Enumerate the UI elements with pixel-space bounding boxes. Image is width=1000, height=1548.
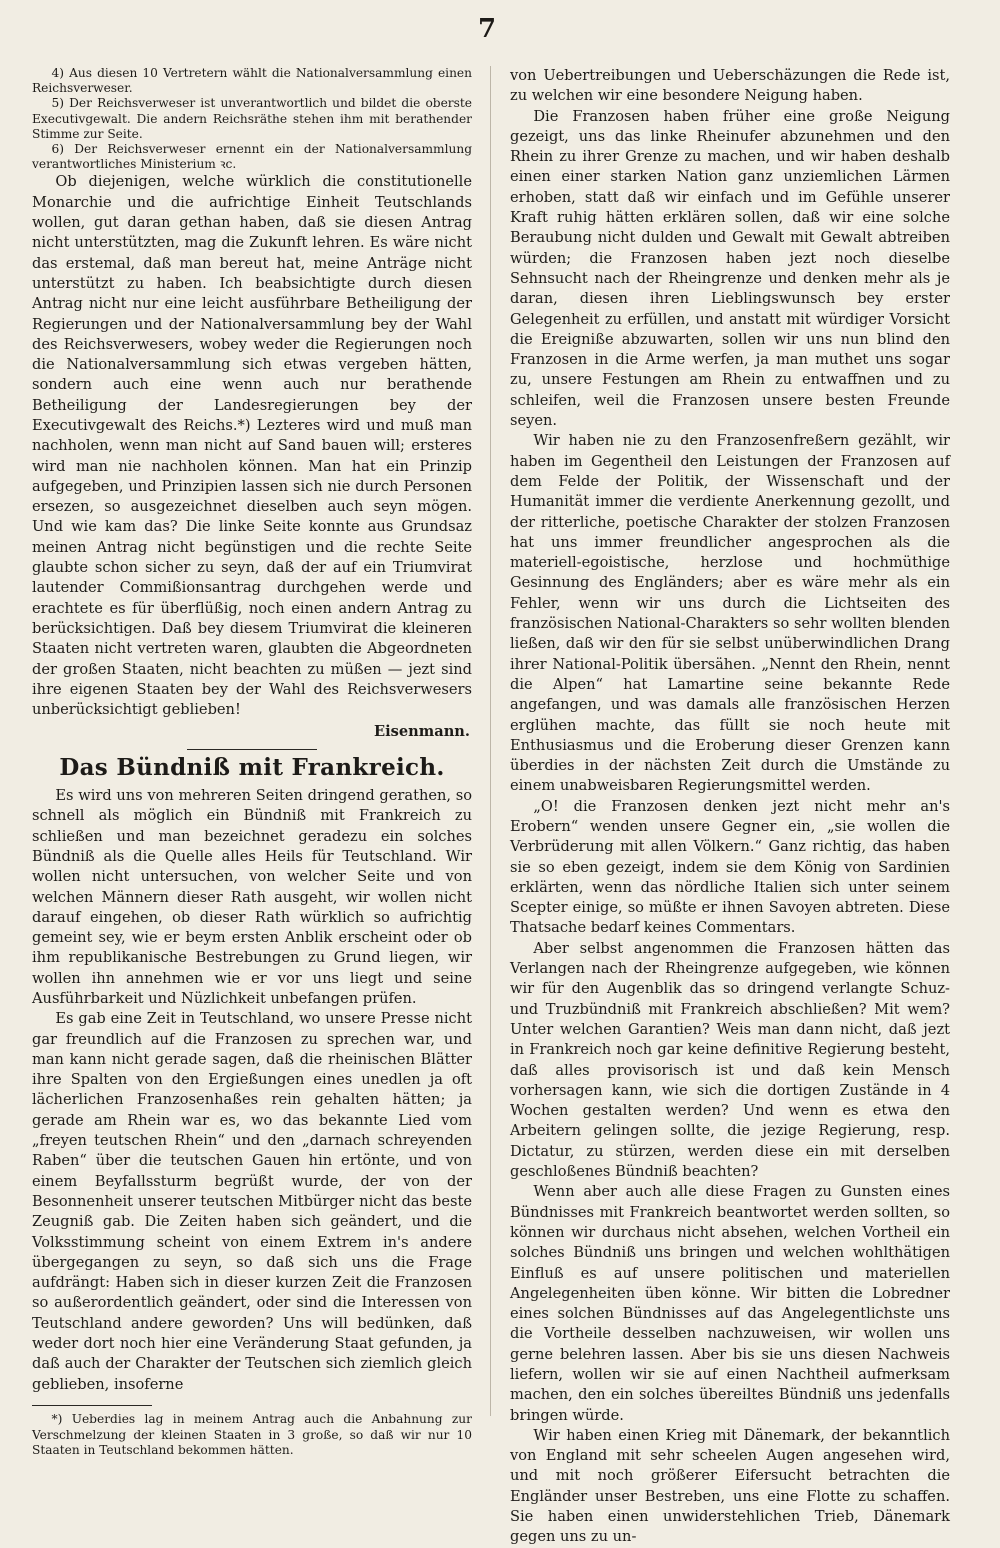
list-item: 4) Aus diesen 10 Vertretern wählt die Nationalversammlung einen Reichsverweser. <box>32 66 472 96</box>
list-item: 6) Der Reichsverweser ernennt ein der Nationalversammlung verantwortliches Ministerium ꝛc. <box>32 142 472 172</box>
author-signature: Eisenmann. <box>374 723 470 741</box>
page-number: 7 <box>478 14 497 44</box>
body-paragraph: Aber selbst angenommen die Franzosen hätten das Verlangen nach der Rheingrenze aufgegeben, wie können wir für den Augenblik das so dringend verlangte Schuz- und Truzbündniß mit Frankreich abschließen? Mit wem? Unter welchen Garantien? Weis man dann nicht, daß jezt in Frankreich noch gar keine definitive Regierung besteht, daß alles provisorisch ist und daß kein Mensch vorhersagen kann, wie sich die dortigen Zustände in 4 Wochen gestalten werden? Und wenn es etwa den Arbeitern gelingen sollte, die jezige Regierung, resp. Dictatur, zu stürzen, werden diese ein mit derselben geschloßenes Bündniß beachten? <box>510 939 950 1181</box>
body-paragraph: „O! die Franzosen denken jezt nicht mehr an's Erobern“ wenden unsere Gegner ein, „sie wollen die Verbrüderung mit allen Völkern.“ Ganz richtig, das haben sie so eben gezeigt, indem sie dem König von Sardinien erklärten, wenn das nördliche Italien sich unter seinem Scepter einige, so müßte er ihnen Savoyen abtreten. Diese Thatsache bedarf keines Commentars. <box>510 797 950 937</box>
body-paragraph: Es wird uns von mehreren Seiten dringend gerathen, so schnell als möglich ein Bündniß mit Frankreich zu schließen und man bezeichnet geradezu ein solches Bündniß als die Quelle alles Heils für Teutschland. Wir wollen nicht untersuchen, von welcher Seite und von welchen Männern dieser Rath ausgeht, wir wollen nicht darauf eingehen, ob dieser Rath würklich so aufrichtig gemeint sey, wie er beym ersten Anblik erscheint oder ob ihm republikanische Bestrebungen zu Grund liegen, wir wollen ihn annehmen wie er vor uns liegt und seine Ausführbarkeit und Nüzlichkeit unbefangen prüfen. <box>32 787 472 1007</box>
list-item: 5) Der Reichsverweser ist unverantwortlich und bildet die oberste Executivgewalt. Die andern Reichsräthe stehen ihm mit berathender Stimme zur Seite. <box>32 96 472 141</box>
body-paragraph: Es gab eine Zeit in Teutschland, wo unsere Presse nicht gar freundlich auf die Franzosen zu sprechen war, und man kann nicht gerade sagen, daß die rheinischen Blätter ihre Spalten von den Ergießungen eines unedlen ja oft lächerlichen Franzosenhaßes rein gehalten hätten; ja gerade am Rhein war es, wo das bekannte Lied vom „freyen teutschen Rhein“ und den „darnach schreyenden Raben“ über die teutschen Gauen hin ertönte, und von einem Beyfallssturm begrüßt wurde, der von der Besonnenheit unserer teutschen Mitbürger nicht das beste Zeugniß gab. Die Zeiten haben sich geändert, und die Volksstimmung scheint von einem Extrem in's andere übergegangen zu seyn, so daß sich uns die Frage aufdrängt: Haben sich in dieser kurzen Zeit die Franzosen so außerordentlich geändert, oder sind die Interessen von Teutschland andere geworden? Uns will bedünken, daß weder dort noch hier eine Veränderung Staat gefunden, ja daß auch der Charakter der Teutschen sich ziemlich gleich geblieben, insoferne <box>32 1010 472 1393</box>
body-paragraph: von Uebertreibungen und Ueberschäzungen die Rede ist, zu welchen wir eine besondere Neigung haben. <box>510 67 950 105</box>
body-paragraph: Ob diejenigen, welche würklich die constitutionelle Monarchie und die aufrichtige Einheit Teutschlands wollen, gut daran gethan haben, daß sie diesen Antrag nicht unterstützten, mag die Zukunft lehren. Es wäre nicht das erstemal, daß man bereut hat, meine Anträge nicht unterstützt zu haben. Ich beabsichtigte durch diesen Antrag nicht nur eine leicht ausführbare Betheiligung der Regierungen und der Nationalversammlung bey der Wahl des Reichsverwesers, wobey weder die Regierungen noch die Nationalversammlung sich etwas vergeben hätten, sondern auch eine wenn auch nur berathende Betheiligung der Landesregierungen bey der Executivgewalt des Reichs.*) Lezteres wird und muß man nachholen, wenn man nicht auf Sand bauen will; ersteres wird man nie nachholen können. Man hat ein Prinzip aufgegeben, und Prinzipien lassen sich nie durch Personen ersezen, so ausgezeichnet dieselben auch seyn mögen. Und wie kam das? Die linke Seite konnte aus Grundsaz meinen Antrag nicht begünstigen und die rechte Seite glaubte schon sicher zu seyn, daß der auf ein Triumvirat lautender Commißionsantrag durchgehen werde und erachtete es für überflüßig, noch einen andern Antrag zu berücksichtigen. Daß bey diesem Triumvirat die kleineren Staaten nicht vertreten waren, glaubten die Abgeordneten der großen Staaten, nicht beachten zu müßen — jezt sind ihre eigenen Staaten bey der Wahl des Reichsverwesers unberücksichtigt geblieben! <box>32 173 472 719</box>
body-paragraph: Wir haben einen Krieg mit Dänemark, der bekanntlich von England mit sehr scheelen Augen angesehen wird, und mit noch größerer Eifersucht betrachten die Engländer unser Bestreben, uns eine Flotte zu schaffen. Sie haben einen unwiderstehlichen Trieb, Dänemark gegen uns zu un- <box>510 1426 950 1546</box>
body-paragraph: Wir haben nie zu den Franzosenfreßern gezählt, wir haben im Gegentheil den Leistungen der Franzosen auf dem Felde der Politik, der Wissenschaft und der Humanität immer die verdiente Anerkennung gezollt, und der ritterliche, poetische Charakter der stolzen Franzosen hat uns immer freundlicher angesprochen als die materiell-egoistische, herzlose und hochmüthige Gesinnung des Engländers; aber es wäre mehr als ein Fehler, wenn wir uns durch die Lichtseiten des französischen National-Charakters so sehr wollten blenden ließen, daß wir den für sie selbst unüberwindlichen Drang ihrer National-Politik übersähen. „Nennt den Rhein, nennt die Alpen“ hat Lamartine seine bekannte Rede angefangen, und was damals alle französischen Herzen erglühen machte, das füllt sie noch heute mit Enthusiasmus und die Eroberung dieser Grenzen kann überdies in der nächsten Zeit durch die Umstände zu einem unabweisbaren Regierungsmittel werden. <box>510 432 950 795</box>
footnote: *) Ueberdies lag in meinem Antrag auch die Anbahnung zur Verschmelzung der kleinen Staaten in 3 große, so daß wir nur 10 Staaten in Teutschland bekommen hätten. <box>32 1411 472 1458</box>
footnote-divider <box>32 1405 152 1406</box>
right-column <box>510 66 950 1548</box>
article-title: Das Bündniß mit Frankreich. <box>59 753 445 781</box>
body-paragraph: Die Franzosen haben früher eine große Neigung gezeigt, uns das linke Rheinufer abzunehmen und den Rhein zu ihrer Grenze zu machen, und wir haben deshalb einen einer starken Nation ganz unziemlichen Lärmen erhoben, statt daß wir einfach und im Gefühle unserer Kraft ruhig hätten erklären sollen, daß wir eine solche Beraubung nicht dulden und Gewalt mit Gewalt abtreiben würden; die Franzosen haben jezt noch dieselbe Sehnsucht nach der Rheingrenze und denken mehr als je daran, diesen ihren Lieblingswunsch bey erster Gelegenheit zu erfüllen, und anstatt mit würdiger Vorsicht die Ereigniße abzuwarten, sollen wir uns nun blind den Franzosen in die Arme werfen, ja man muthet uns sogar zu, unsere Festungen am Rhein zu entwaffnen und zu schleifen, weil die Franzosen unsere besten Freunde seyen. <box>510 107 950 430</box>
body-paragraph: Wenn aber auch alle diese Fragen zu Gunsten eines Bündnisses mit Frankreich beantwortet werden sollten, so können wir durchaus nicht absehen, welchen Vortheil ein solches Bündniß uns bringen und welchen wohlthätigen Einfluß es auf unsere politischen und materiellen Angelegenheiten üben könne. Wir bitten die Lobredner eines solchen Bündnisses auf das Angelegentlichste uns die Vortheile desselben nachzuweisen, wir wollen uns gerne belehren lassen. Aber bis sie uns diesen Nachweis liefern, wollen wir sie auf einen Nachtheil aufmerksam machen, den ein solches übereiltes Bündniß uns jedenfalls bringen würde. <box>510 1183 950 1424</box>
column-divider <box>490 66 491 1416</box>
section-divider <box>187 749 317 750</box>
left-column <box>32 66 472 1459</box>
